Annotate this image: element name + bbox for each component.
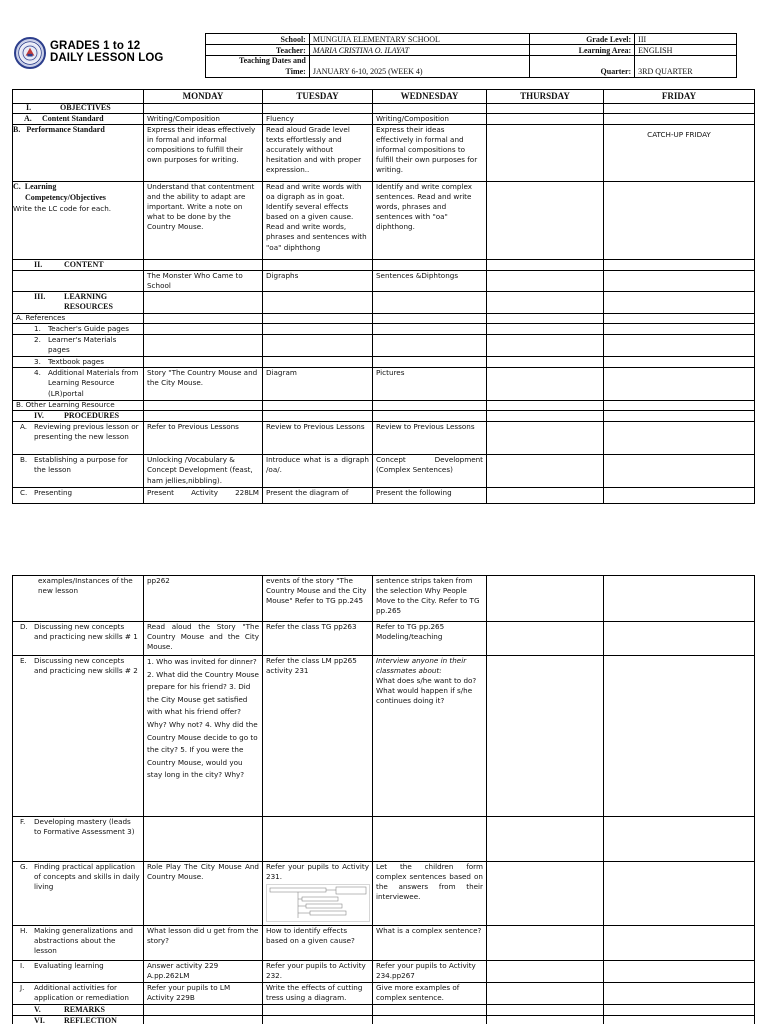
item-number: I. (20, 961, 25, 971)
section-content (13, 260, 144, 271)
procedure-g-label (13, 862, 144, 926)
teaching-dates-value: JANUARY 6-10, 2025 (WEEK 4) (309, 56, 530, 78)
content-label-spacer (13, 271, 144, 292)
procedure-d-wednesday: Refer to TG pp.265 Modeling/teaching (373, 622, 487, 656)
item-label: Teacher's Guide pages (48, 324, 129, 334)
procedure-e-label (13, 656, 144, 817)
teaching-dates-label-line2: Time: (285, 66, 306, 76)
item-number: 4. (34, 368, 41, 378)
procedure-b-wednesday: Concept Development (Complex Sentences) (373, 455, 487, 488)
learning-competency-label (13, 182, 144, 260)
content-tuesday: Digraphs (263, 271, 373, 292)
diagram-thumbnail (266, 884, 370, 922)
item-title: Performance Standard (26, 125, 105, 135)
learning-area-value: ENGLISH (635, 45, 737, 56)
section-number: III. (34, 292, 46, 302)
additional-materials-monday: Story "The Country Mouse and the City Mouse. (144, 368, 263, 401)
item-number: J. (20, 983, 25, 993)
procedure-j-wednesday: Give more examples of complex sentence. (373, 983, 487, 1005)
interview-instruction: Interview anyone in their classmates about: (376, 656, 467, 676)
item-label: Evaluating learning (34, 961, 104, 971)
section-title-line1: LEARNING (64, 292, 108, 302)
corner-cell (13, 90, 144, 104)
procedure-g-wednesday: Let the children form complex sentences based on the answers from their interviewee. (373, 862, 487, 926)
section-title: REFLECTION (64, 1016, 117, 1024)
section-number: VI. (34, 1016, 45, 1024)
item-number: H. (20, 926, 28, 936)
content-standard-friday (604, 114, 755, 125)
performance-standard-tuesday: Read aloud Grade level texts effortlessly and accurately without hesitation and with proper expression.. (263, 125, 373, 182)
procedure-e-monday: 1. Who was invited for dinner? 2. What did the Country Mouse prepare for his friend? 3. Did the City Mouse get satisfied with what his friend offer? Why? Why not? 4. Why did the Country Mouse decide to go to the city? 5. If you were the Country Mouse, would you stay long in the city? Why? (144, 656, 263, 817)
day-header-monday: MONDAY (144, 90, 263, 104)
item-label: Finding practical application of concepts and skills in daily living (34, 862, 140, 892)
lesson-log-table-page1 (12, 89, 755, 504)
section-number: IV. (34, 411, 44, 421)
item-number: 2. (34, 335, 41, 345)
procedure-e-wednesday (373, 656, 487, 817)
additional-materials-wednesday: Pictures (373, 368, 487, 401)
procedure-e-tuesday: Refer the class LM pp265 activity 231 (263, 656, 373, 817)
procedure-c-monday-continued: pp262 (144, 576, 263, 622)
grade-level-label: Grade Level: (530, 34, 635, 45)
procedure-g-tuesday (263, 862, 373, 926)
item-number: C. (20, 488, 28, 498)
performance-standard-friday: CATCH-UP FRIDAY (604, 125, 755, 182)
performance-standard-monday: Express their ideas effectively in formal and informal compositions to fulfill their own purposes for writing. (144, 125, 263, 182)
teacher-label: Teacher: (206, 45, 310, 56)
procedure-j-tuesday: Write the effects of cutting tress using a diagram. (263, 983, 373, 1005)
resource-item-tg (13, 324, 144, 335)
item-label: Developing mastery (leads to Formative Assessment 3) (34, 817, 135, 837)
lesson-log-table-page2 (12, 575, 755, 1024)
day-header-thursday: THURSDAY (487, 90, 604, 104)
item-title-line2: Competency/Objectives (25, 192, 106, 202)
procedure-i-label (13, 961, 144, 983)
procedure-c-tuesday: Present the diagram of (263, 488, 373, 504)
learning-area-label: Learning Area: (530, 45, 635, 56)
item-number: F. (20, 817, 26, 826)
item-title: Content Standard (42, 114, 104, 123)
section-number: I. (26, 103, 32, 112)
item-number: 3. (34, 357, 41, 367)
lc-code-note: Write the LC code for each. (13, 203, 112, 213)
section-title: PROCEDURES (64, 411, 120, 421)
procedure-i-wednesday: Refer your pupils to Activity 234.pp267 (373, 961, 487, 983)
item-label: Reviewing previous lesson or presenting the new lesson (34, 422, 139, 442)
procedure-i-tuesday: Refer your pupils to Activity 232. (263, 961, 373, 983)
item-number: A. (20, 422, 28, 432)
additional-materials-tuesday: Diagram (263, 368, 373, 401)
procedure-c-tuesday-continued: events of the story "The Country Mouse and the City Mouse" Refer to TG pp.245 (263, 576, 373, 622)
content-standard-tuesday: Fluency (263, 114, 373, 125)
content-standard-monday: Writing/Composition (144, 114, 263, 125)
procedure-h-label (13, 926, 144, 961)
item-label: Discussing new concepts and practicing new skills # 2 (34, 656, 138, 676)
item-number: D. (20, 622, 28, 631)
procedure-b-tuesday: Introduce what is a digraph /oa/. (263, 455, 373, 488)
school-label: School: (206, 34, 310, 45)
item-label: Presenting (34, 488, 73, 498)
item-label: Learner's Materials pages (48, 335, 117, 355)
other-learning-resource-label: B. Other Learning Resource (13, 401, 144, 411)
interview-question-2: What would happen if s/he continues doing it? (376, 686, 473, 706)
section-objectives (13, 104, 144, 114)
procedure-h-tuesday: How to identify effects based on a given cause? (263, 926, 373, 961)
item-number: B. (13, 125, 21, 135)
teacher-value: MARIA CRISTINA O. ILAYAT (309, 45, 530, 56)
section-procedures (13, 411, 144, 422)
item-number: E. (20, 656, 27, 665)
procedure-d-monday: Read aloud the Story "The Country Mouse and the City Mouse. (144, 622, 263, 656)
section-remarks (13, 1005, 144, 1016)
procedure-a-monday: Refer to Previous Lessons (144, 422, 263, 455)
procedure-i-monday: Answer activity 229 A.pp.262LM (144, 961, 263, 983)
procedure-c-label-continued (13, 576, 144, 622)
procedure-g-monday: Role Play The City Mouse And Country Mouse. (144, 862, 263, 926)
procedure-a-label (13, 422, 144, 455)
item-label: examples/Instances of the new lesson (38, 576, 133, 596)
procedure-a-wednesday: Review to Previous Lessons (373, 422, 487, 455)
section-learning-resources (13, 292, 144, 314)
performance-standard-thursday (487, 125, 604, 182)
content-standard-label (13, 114, 144, 125)
item-number: 1. (34, 324, 41, 334)
learning-competency-friday (604, 182, 755, 260)
references-label: A. References (13, 314, 144, 324)
item-number: B. (20, 455, 28, 465)
item-number: G. (20, 862, 28, 871)
item-number: A. (24, 114, 32, 123)
procedure-h-wednesday: What is a complex sentence? (373, 926, 487, 961)
teaching-dates-label (206, 56, 310, 78)
school-value: MUNGUIA ELEMENTARY SCHOOL (309, 34, 530, 45)
section-title: OBJECTIVES (60, 103, 111, 112)
procedure-d-label (13, 622, 144, 656)
procedure-g-tuesday-text: Refer your pupils to Activity 231. (266, 862, 369, 882)
day-header-wednesday: WEDNESDAY (373, 90, 487, 104)
deped-seal-icon (14, 37, 46, 69)
section-title: REMARKS (64, 1005, 105, 1015)
item-label: Discussing new concepts and practicing new skills # 1 (34, 622, 138, 642)
procedure-d-tuesday: Refer the class TG pp263 (263, 622, 373, 656)
quarter-label: Quarter: (530, 56, 635, 78)
procedure-a-tuesday: Review to Previous Lessons (263, 422, 373, 455)
section-reflection (13, 1016, 144, 1024)
teaching-dates-label-line1: Teaching Dates and (239, 56, 306, 66)
item-label: Textbook pages (48, 357, 105, 367)
section-number: II. (34, 260, 43, 270)
procedure-b-label (13, 455, 144, 488)
content-thursday (487, 271, 604, 292)
section-number: V. (34, 1005, 41, 1015)
performance-standard-wednesday: Express their ideas effectively in formal and informal compositions to fulfill their own purposes for writing. (373, 125, 487, 182)
procedure-c-wednesday-continued: sentence strips taken from the selection Why People Move to the City. Refer to TG pp.265 (373, 576, 487, 622)
form-title-line1: GRADES 1 to 12 (50, 40, 141, 52)
content-standard-wednesday: Writing/Composition (373, 114, 487, 125)
procedure-c-wednesday: Present the following (373, 488, 487, 504)
interview-question-1: What does s/he want to do? (376, 676, 477, 686)
header-info-table (205, 33, 737, 78)
learning-competency-monday: Understand that contentment and the ability to adapt are important. Write a note on what to be done by the Country Mouse. (144, 182, 263, 260)
performance-standard-label (13, 125, 144, 182)
learning-competency-thursday (487, 182, 604, 260)
quarter-value: 3RD QUARTER (635, 56, 737, 78)
section-title-line2: RESOURCES (64, 302, 113, 312)
procedure-j-label (13, 983, 144, 1005)
content-standard-thursday (487, 114, 604, 125)
content-wednesday: Sentences &Diphtongs (373, 271, 487, 292)
procedure-h-monday: What lesson did u get from the story? (144, 926, 263, 961)
learning-competency-tuesday: Read and write words with oa digraph as in goat. Identify several effects based on a given cause. Read and write words, phrases and sentences with "oa" diphthong (263, 182, 373, 260)
resource-item-lm (13, 335, 144, 357)
item-label: Making generalizations and abstractions about the lesson (34, 926, 133, 956)
content-friday (604, 271, 755, 292)
procedure-c-monday: Present Activity 228LM (144, 488, 263, 504)
item-label: Additional Materials from Learning Resource (LR)portal (48, 368, 139, 398)
procedure-f-label (13, 817, 144, 862)
procedure-b-monday: Unlocking /Vocabulary & Concept Development (feast, ham jellies,nibbling). (144, 455, 263, 488)
item-number: C. (13, 182, 21, 192)
section-title: CONTENT (64, 260, 104, 270)
procedure-c-label (13, 488, 144, 504)
day-header-friday: FRIDAY (604, 90, 755, 104)
item-title-line1: Learning (24, 182, 57, 192)
procedure-j-monday: Refer your pupils to LM Activity 229B (144, 983, 263, 1005)
resource-item-additional (13, 368, 144, 401)
grade-level-value: III (635, 34, 737, 45)
item-label: Additional activities for application or remediation (34, 983, 129, 1003)
learning-competency-wednesday: Identify and write complex sentences. Read and write words, phrases and sentences with "oa" diphthong. (373, 182, 487, 260)
content-monday: The Monster Who Came to School (144, 271, 263, 292)
resource-item-textbook (13, 357, 144, 368)
item-label: Establishing a purpose for the lesson (34, 455, 128, 475)
form-title-line2: DAILY LESSON LOG (50, 52, 164, 64)
day-header-tuesday: TUESDAY (263, 90, 373, 104)
